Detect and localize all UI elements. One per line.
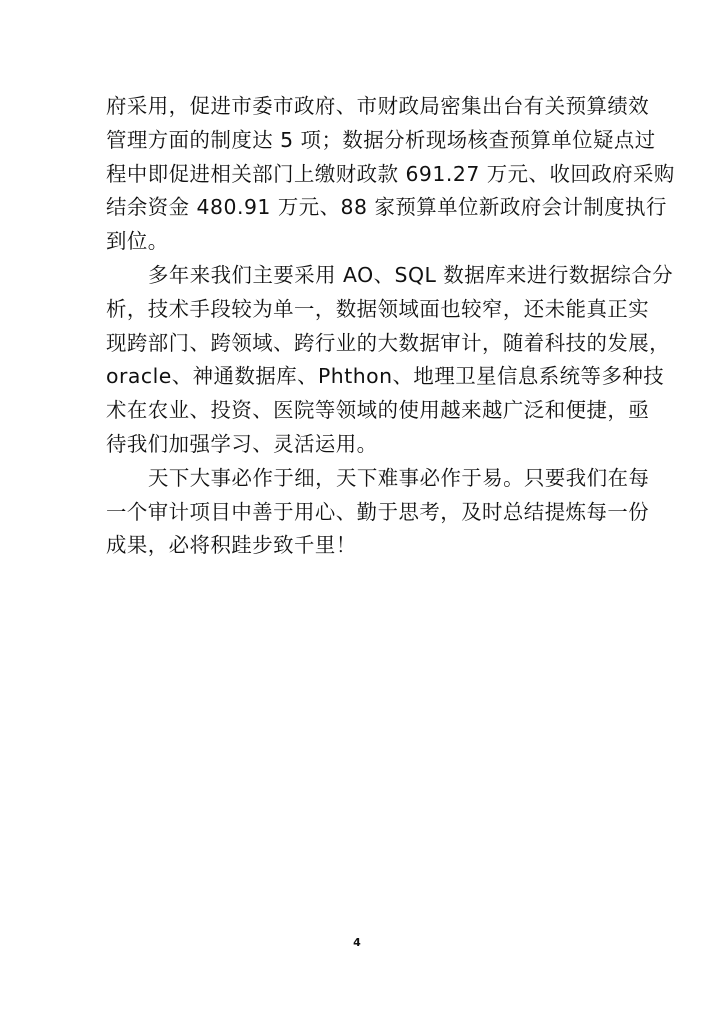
paragraph-1-line-5: 到位。 (106, 229, 169, 254)
paragraph-2-line-2: 析，技术手段较为单一，数据领域面也较窄，还未能真正实 (106, 296, 650, 321)
paragraph-2-line-4: oracle、神通数据库、Phthon、地理卫星信息系统等多种技 (106, 364, 665, 389)
paragraph-2-line-6: 待我们加强学习、灵活运用。 (106, 431, 378, 456)
page-number: 4 (353, 936, 361, 949)
paragraph-1-line-1: 府采用，促进市委市政府、市财政局密集出台有关预算绩效 (106, 94, 650, 118)
document-body (106, 90, 675, 563)
paragraph-1-line-2: 管理方面的制度达 5 项；数据分析现场核查预算单位疑点过 (106, 127, 656, 152)
paragraph-1-line-4: 结余资金 480.91 万元、88 家预算单位新政府会计制度执行 (106, 195, 667, 220)
paragraph-3-line-3: 成果，必将积跬步致千里！ (106, 533, 357, 558)
paragraph-2-line-1: 多年来我们主要采用 AO、SQL 数据库来进行数据综合分 (148, 262, 674, 287)
paragraph-1-line-3: 程中即促进相关部门上缴财政款 691.27 万元、收回政府采购 (106, 161, 675, 186)
paragraph-2-line-3: 现跨部门、跨领域、跨行业的大数据审计，随着科技的发展， (106, 330, 671, 355)
paragraph-3-line-1: 天下大事必作于细，天下难事必作于易。只要我们在每 (148, 465, 650, 490)
paragraph-3-line-2: 一个审计项目中善于用心、勤于思考，及时总结提炼每一份 (106, 499, 650, 524)
paragraph-2-line-5: 术在农业、投资、医院等领域的使用越来越广泛和便捷，亟 (106, 398, 650, 423)
